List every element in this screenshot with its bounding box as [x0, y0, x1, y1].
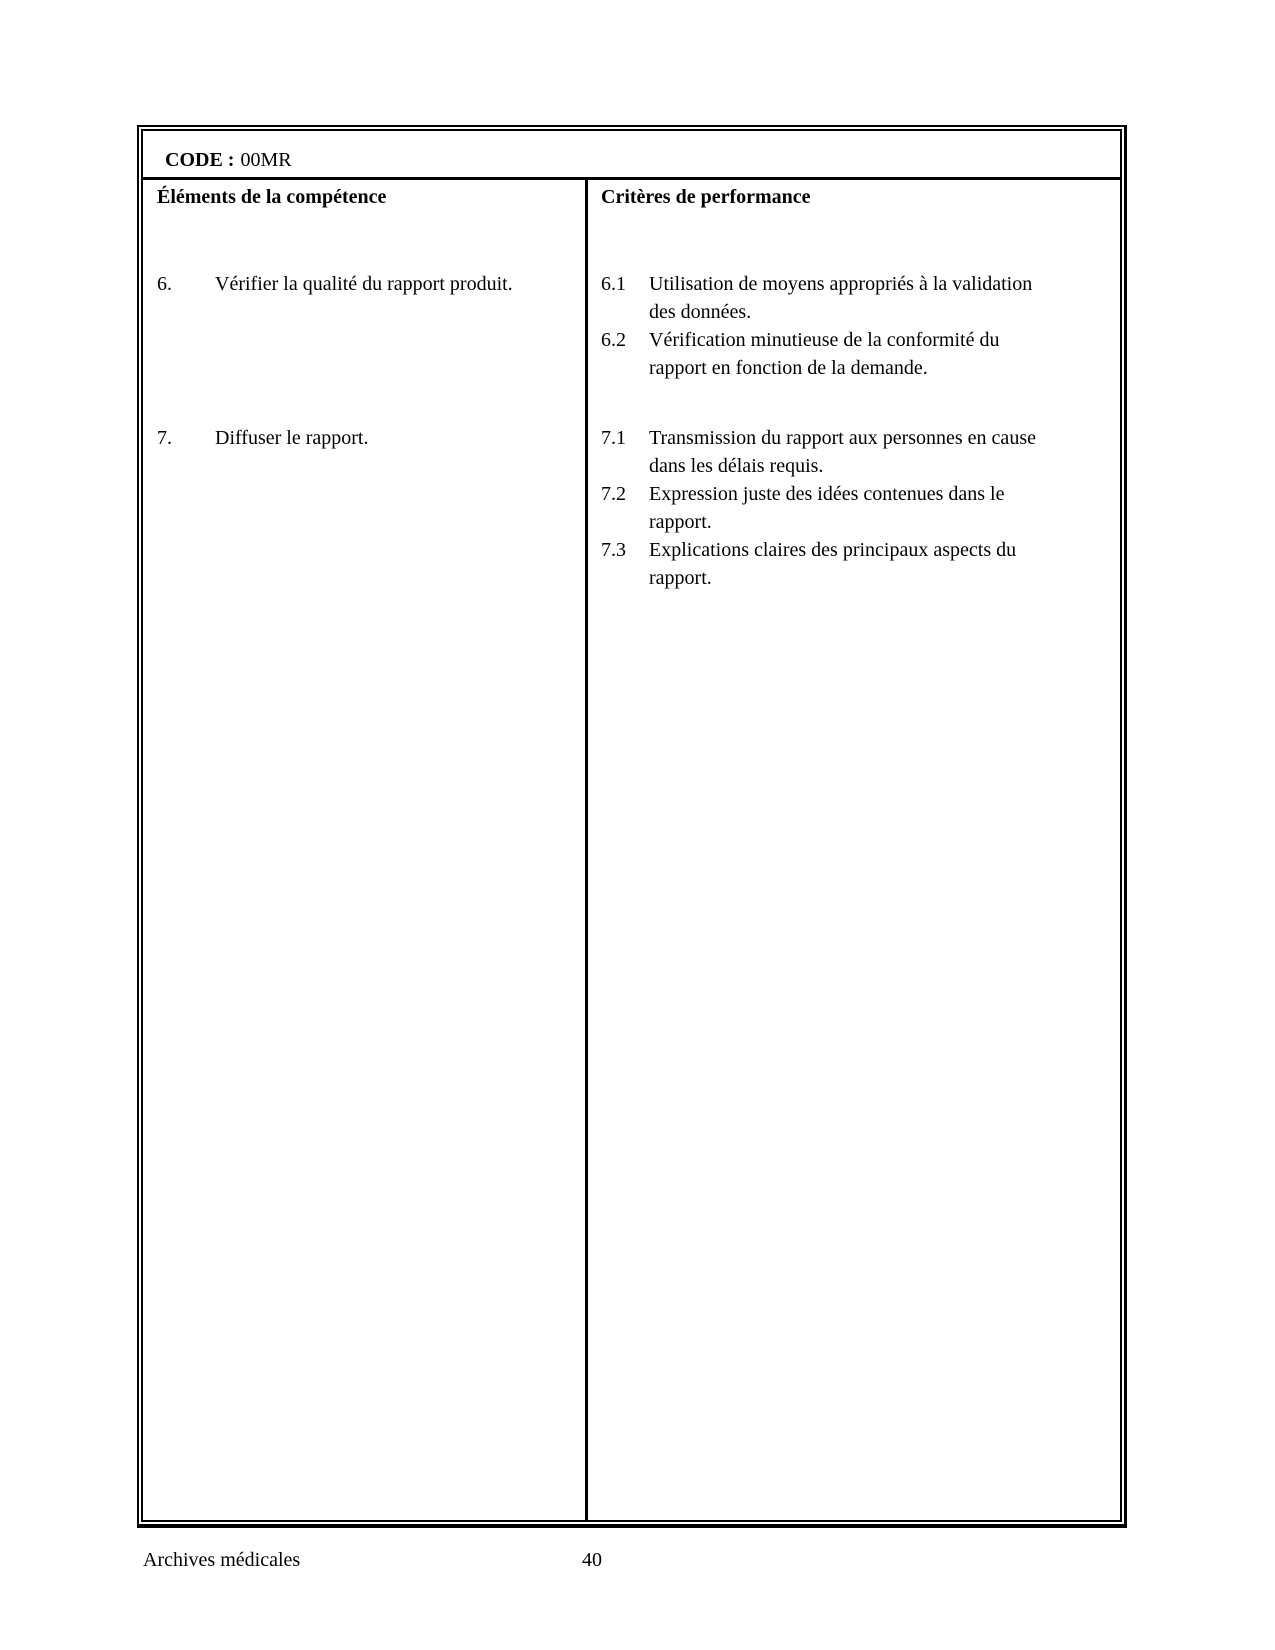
element-text: Diffuser le rapport.	[215, 427, 369, 449]
criterion-number: 7.3	[601, 539, 626, 561]
elements-column	[143, 180, 588, 1520]
competency-table-inner	[141, 129, 1122, 1522]
criterion-text: Vérification minutieuse de la conformité du rapport en fonction de la demande.	[649, 329, 1000, 379]
criterion-text: Expression juste des idées contenues dans le rapport.	[649, 483, 1005, 533]
code-label: CODE :	[165, 149, 235, 171]
footer-document-title: Archives médicales	[143, 1549, 301, 1571]
criteria-column-header: Critères de performance	[601, 186, 811, 208]
criterion-number: 7.2	[601, 483, 626, 505]
criterion-number: 6.1	[601, 273, 626, 295]
criterion-number: 7.1	[601, 427, 626, 449]
criterion-7-2	[601, 480, 1110, 536]
element-item-7	[157, 424, 577, 452]
criterion-6-1	[601, 270, 1110, 326]
element-number: 6.	[157, 273, 172, 295]
criterion-6-2	[601, 326, 1110, 382]
criteria-block-7	[601, 424, 1110, 592]
page-number: 40	[582, 1549, 602, 1571]
element-number: 7.	[157, 427, 172, 449]
criterion-text: Transmission du rapport aux personnes en cause dans les délais requis.	[649, 427, 1036, 477]
element-text: Vérifier la qualité du rapport produit.	[215, 273, 513, 295]
criterion-7-1	[601, 424, 1110, 480]
table-body	[143, 180, 1120, 1520]
code-row	[143, 131, 1120, 180]
page-footer	[143, 1546, 1127, 1576]
criteria-column	[588, 180, 1120, 1520]
criterion-number: 6.2	[601, 329, 626, 351]
code-value: 00MR	[240, 149, 292, 171]
competency-table	[137, 125, 1127, 1528]
criterion-7-3	[601, 536, 1110, 592]
criterion-text: Utilisation de moyens appropriés à la validation des données.	[649, 273, 1033, 323]
elements-column-header: Éléments de la compétence	[157, 186, 387, 208]
criteria-block-6	[601, 270, 1110, 382]
element-item-6	[157, 270, 577, 298]
criterion-text: Explications claires des principaux aspects du rapport.	[649, 539, 1017, 589]
